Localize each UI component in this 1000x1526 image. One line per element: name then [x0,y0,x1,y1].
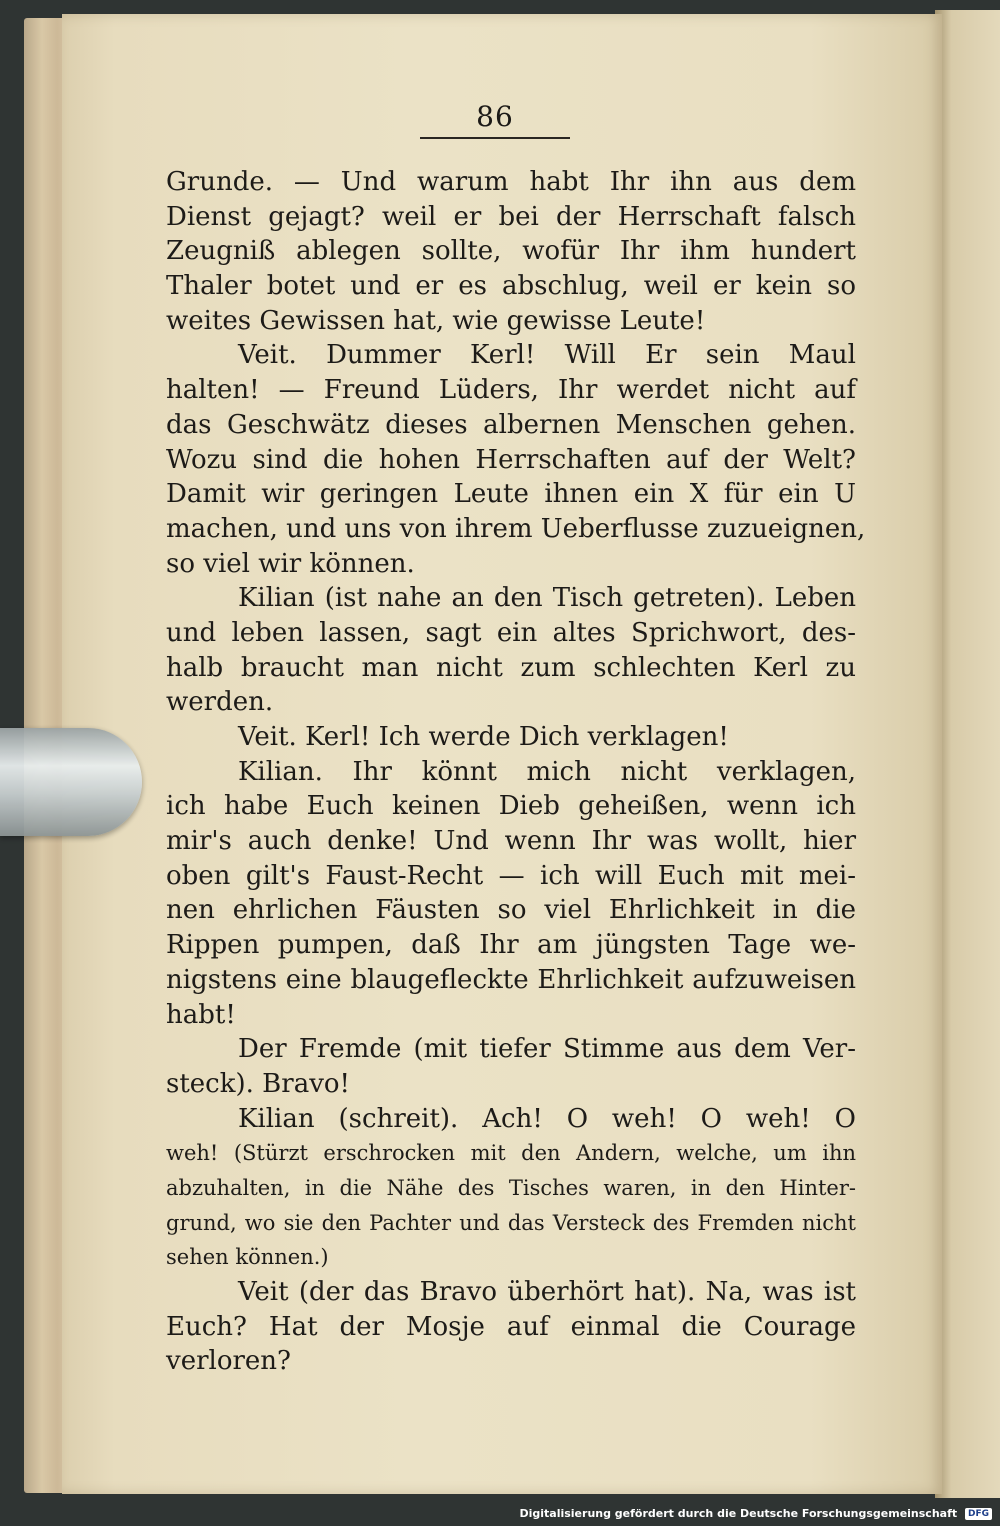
text-line: Grunde. — Und warum habt Ihr ihn aus dem [166,167,856,197]
speaker-line: Veit (der das Bravo überhört hat). Na, was ist [238,1277,856,1307]
facing-page-edge [935,10,1000,1498]
text-line: steck). Bravo! [166,1068,350,1099]
text-line: so viel wir können. [166,548,415,579]
speaker-line: Der Fremde (mit tiefer Stimme aus dem Ver- [238,1034,856,1065]
text-line: Euch? Hat der Mosje auf einmal die Courage [166,1311,856,1342]
text-line: nen ehrlichen Fäusten so viel Ehrlichkeit in die [166,895,856,926]
text-line: oben gilt's Faust-Recht — ich will Euch mit mei- [166,860,856,891]
text-line: Dienst gejagt? weil er bei der Herrschaft falsch [166,201,856,232]
text-line: halten! — Freund Lüders, Ihr werdet nicht auf [166,375,856,406]
page-text [166,165,866,1379]
text-line: und leben lassen, sagt ein altes Sprichwort, des- [166,617,856,648]
speaker-line: Veit. Dummer Kerl! Will Er sein Maul [238,340,856,371]
dfg-logo: DFG [965,1508,992,1520]
stage-direction-line: abzuhalten, in die Nähe des Tisches waren, in den Hinter- [166,1175,856,1200]
text-line: machen, und uns von ihrem Ueberflusse zuzueignen, [166,513,866,544]
text-line: habt! [166,999,236,1030]
stage-direction-line: sehen können.) [166,1245,329,1270]
page-number-rule [420,137,570,139]
stage-direction-line: grund, wo sie den Pachter und das Versteck des Fremden nicht [166,1210,856,1235]
text-line: Damit wir geringen Leute ihnen ein X für ein U [166,479,856,510]
text-line: mir's auch denke! Und wenn Ihr was wollt, hier [166,826,856,857]
text-line: weites Gewissen hat, wie gewisse Leute! [166,305,706,336]
text-line: das Geschwätz dieses albernen Menschen gehen. [166,409,856,440]
text-line: ich habe Euch keinen Dieb geheißen, wenn ich [166,791,856,822]
text-line: nigstens eine blaugefleckte Ehrlichkeit aufzuweisen [166,964,856,995]
text-line: halb braucht man nicht zum schlechten Kerl zu [166,652,856,683]
text-line: verloren? [166,1346,291,1377]
speaker-line: Kilian (ist nahe an den Tisch getreten). Leben [238,583,856,614]
footer-credit [519,1507,992,1520]
stage-direction-line: weh! (Stürzt erschrocken mit den Andern, welche, um ihn [166,1141,856,1166]
text-line: Wozu sind die hohen Herrschaften auf der Welt? [166,444,856,475]
text-line: werden. [166,687,274,718]
speaker-line: Kilian. Ihr könnt mich nicht verklagen, [238,756,856,787]
text-line: Zeugniß ablegen sollte, wofür Ihr ihm hundert [166,236,856,267]
text-line: Rippen pumpen, daß Ihr am jüngsten Tage we- [166,930,856,961]
speaker-line: Kilian (schreit). Ach! O weh! O weh! O [238,1103,856,1134]
page-clip-marker [0,728,142,836]
page-number: 86 [476,100,514,133]
text-line: Thaler botet und er es abschlug, weil er kein so [166,271,856,302]
footer-credit-text: Digitalisierung gefördert durch die Deutsche Forschungsgemeinschaft [519,1507,958,1520]
speaker-line: Veit. Kerl! Ich werde Dich verklagen! [238,722,729,752]
